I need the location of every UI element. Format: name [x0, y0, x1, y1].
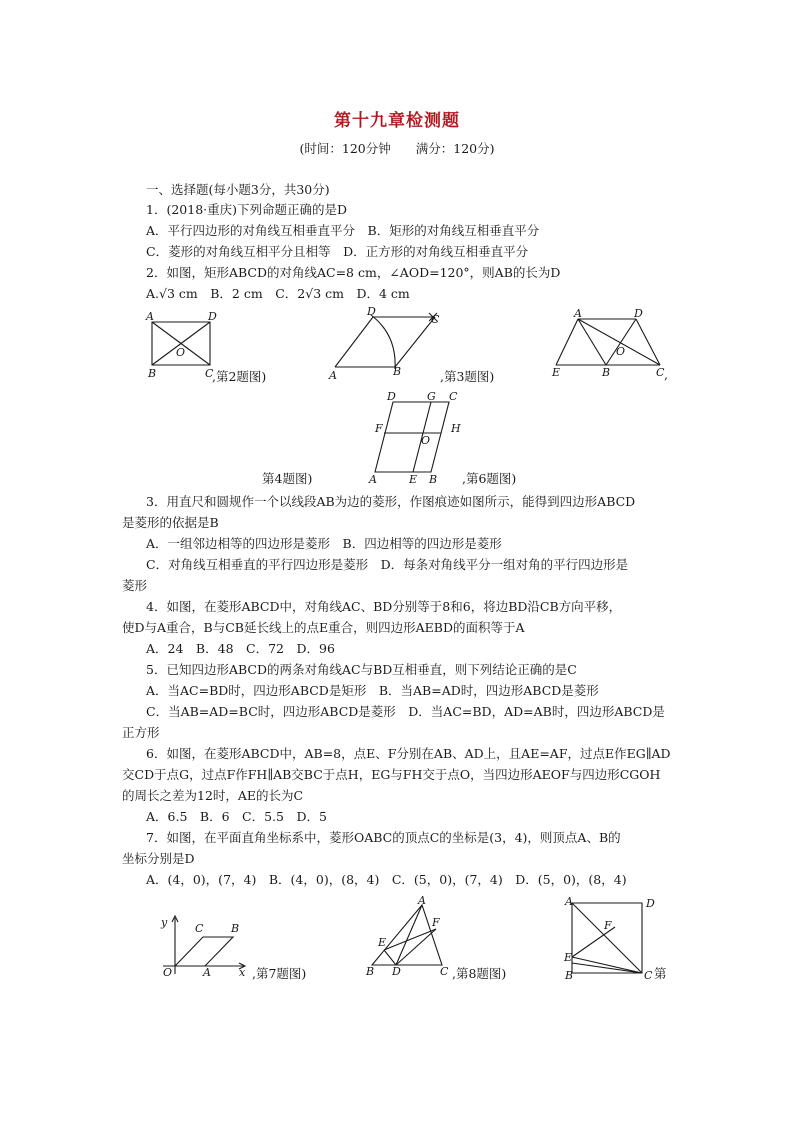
figure-q8 — [360, 895, 460, 985]
label-b: B — [366, 965, 375, 978]
label-b: B — [148, 367, 157, 380]
label-b: B — [231, 922, 240, 935]
question-3: 3．用直尺和圆规作一个以线段AB为边的菱形，作图痕迹如图所示，能得到四边形ABCD — [146, 494, 636, 509]
label-f: F — [432, 916, 440, 929]
question-6-cont-1: 交CD于点G，过点F作FH∥AB交BC于点H，EG与FH交于点O，当四边形AEOF与四边形CGOH — [122, 767, 661, 782]
caption-fig6: ,第6题图) — [462, 471, 517, 486]
question-6-cont-2: 的周长之差为12时，AE的长为C — [122, 788, 304, 803]
label-a: A — [565, 895, 573, 908]
page-title: 第十九章检测题 — [334, 111, 460, 131]
q1-options-ab: A．平行四边形的对角线互相垂直平分 B．矩形的对角线互相垂直平分 — [146, 223, 540, 238]
label-d: D — [367, 305, 376, 318]
label-x: x — [239, 966, 246, 979]
label-d: D — [634, 307, 643, 320]
label-b: B — [429, 473, 438, 485]
q3-options-cd: C．对角线互相垂直的平行四边形是菱形 D．每条对角线平分一组对角的平行四边形是 — [146, 557, 629, 572]
label-c: C — [195, 922, 204, 935]
caption-trail: , — [664, 367, 668, 382]
label-a: A — [329, 369, 337, 382]
q5-options-cont: 正方形 — [122, 725, 160, 740]
q3-options-cont: 菱形 — [122, 578, 148, 593]
label-d: D — [646, 897, 655, 910]
label-e: E — [409, 473, 418, 485]
question-5: 5．已知四边形ABCD的两条对角线AC与BD互相垂直，则下列结论正确的是C — [146, 662, 577, 677]
label-c: C — [449, 390, 458, 403]
figure-q9 — [560, 895, 660, 985]
label-f: F — [375, 422, 383, 435]
label-d: D — [387, 390, 396, 403]
label-a: A — [418, 895, 426, 907]
label-f: F — [604, 919, 612, 932]
q4-options: A．24 B．48 C．72 D．96 — [146, 641, 335, 656]
figure-q7 — [155, 910, 255, 985]
label-g: G — [427, 390, 436, 403]
caption-fig4: 第4题图) — [262, 471, 313, 486]
caption-fig3: ,第3题图) — [440, 369, 495, 384]
question-7: 7．如图，在平面直角坐标系中，菱形OABC的顶点C的坐标是(3，4)，则顶点A、B的 — [146, 830, 621, 845]
label-c: C — [205, 367, 214, 380]
label-h: H — [451, 422, 461, 435]
q5-options-ab: A．当AC=BD时，四边形ABCD是矩形 B．当AB=AD时，四边形ABCD是菱形 — [146, 683, 599, 698]
q2-options: A.√3 cm B．2 cm C．2√3 cm D．4 cm — [146, 286, 410, 301]
caption-fig9: 第 — [654, 966, 667, 981]
label-y: y — [161, 916, 168, 929]
label-c: C — [656, 366, 665, 379]
question-6: 6．如图，在菱形ABCD中，AB=8，点E、F分别在AB、AD上，且AE=AF，过点E作EG∥AD — [146, 746, 671, 761]
label-d: D — [208, 310, 217, 323]
label-c: C — [644, 969, 653, 982]
label-o: O — [616, 345, 626, 358]
exam-info: (时间：120分钟 满分：120分) — [299, 141, 495, 156]
label-d: D — [392, 965, 401, 978]
label-b: B — [565, 969, 574, 982]
section-heading: 一、选择题(每小题3分，共30分) — [146, 182, 330, 197]
label-e: E — [552, 366, 561, 379]
label-a: A — [203, 966, 211, 979]
question-4: 4．如图，在菱形ABCD中，对角线AC、BD分别等于8和6，将边BD沿CB方向平移， — [146, 599, 622, 614]
label-e: E — [564, 951, 573, 964]
q3-options-ab: A．一组邻边相等的四边形是菱形 B．四边相等的四边形是菱形 — [146, 536, 502, 551]
label-o: O — [176, 346, 186, 359]
label-o: O — [421, 434, 431, 447]
label-b: B — [602, 366, 611, 379]
label-a: A — [146, 310, 154, 323]
label-c: C — [431, 313, 440, 326]
question-2: 2．如图，矩形ABCD的对角线AC=8 cm，∠AOD=120°，则AB的长为D — [146, 265, 561, 280]
question-4-cont: 使D与A重合，B与CB延长线上的点E重合，则四边形AEBD的面积等于A — [122, 620, 525, 635]
figure-q6 — [365, 390, 475, 485]
caption-fig8: ,第8题图) — [452, 966, 507, 981]
caption-fig7: ,第7题图) — [252, 966, 307, 981]
q5-options-cd: C．当AB=AD=BC时，四边形ABCD是菱形 D．当AC=BD，AD=AB时，四边形ABCD是 — [146, 704, 665, 719]
question-1: 1．(2018·重庆)下列命题正确的是D — [146, 202, 348, 217]
label-o: O — [163, 966, 173, 979]
caption-fig2: ,第2题图) — [212, 369, 267, 384]
q7-options: A．(4，0)，(7，4) B．(4，0)，(8，4) C．(5，0)，(7，4) D．(5，0)，(8，4) — [146, 872, 627, 887]
label-a: A — [574, 307, 582, 320]
label-e: E — [378, 936, 387, 949]
figure-q4 — [550, 305, 670, 380]
question-7-cont: 坐标分别是D — [122, 851, 195, 866]
q6-options: A．6.5 B．6 C．5.5 D．5 — [146, 809, 327, 824]
label-a: A — [369, 473, 377, 485]
question-3-cont: 是菱形的依据是B — [122, 515, 219, 530]
label-b: B — [393, 365, 402, 378]
label-c: C — [440, 965, 449, 978]
figure-q3 — [325, 305, 445, 385]
q1-options-cd: C．菱形的对角线互相平分且相等 D．正方形的对角线互相垂直平分 — [146, 244, 529, 259]
